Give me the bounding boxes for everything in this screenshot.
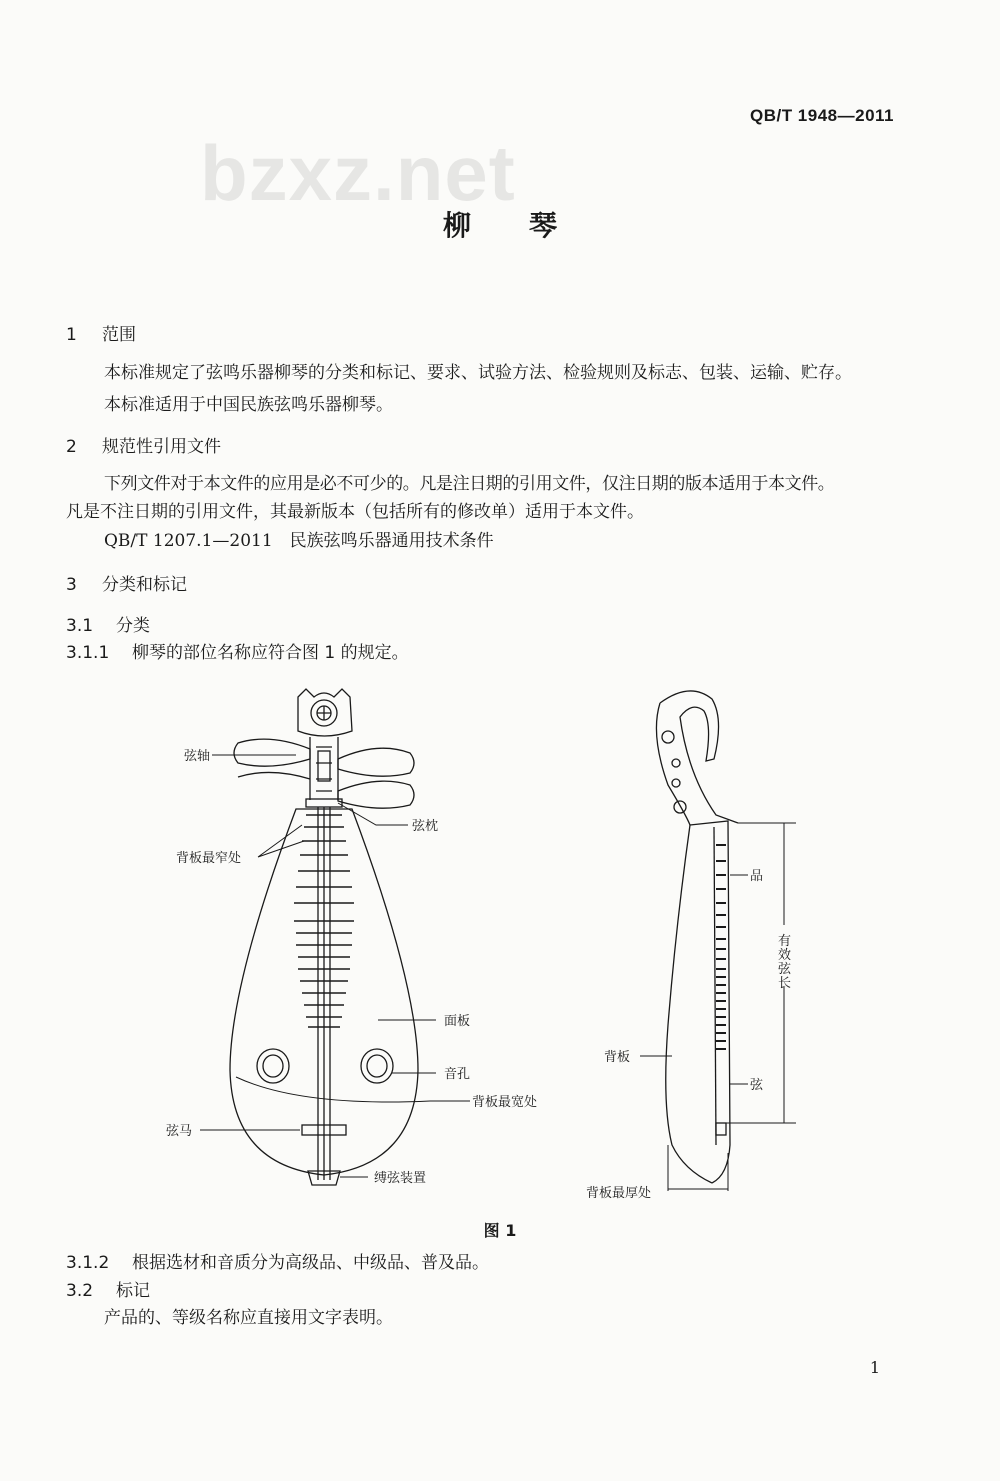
section-3-1-heading: 3.1 分类	[66, 616, 150, 636]
label-peg: 弦轴	[184, 749, 211, 764]
section-2-heading: 2 规范性引用文件	[66, 437, 221, 457]
section-3-2-text: 产品的、等级名称应直接用文字表明。	[104, 1308, 393, 1328]
label-scale-length-4: 长	[778, 976, 792, 991]
label-scale-length-3: 弦	[778, 962, 792, 977]
section-1-paragraph-2: 本标准适用于中国民族弦鸣乐器柳琴。	[104, 395, 393, 415]
label-soundhole: 音孔	[444, 1067, 471, 1082]
label-backboard: 背板	[604, 1050, 631, 1065]
section-1-paragraph-1: 本标准规定了弦鸣乐器柳琴的分类和标记、要求、试验方法、检验规则及标志、包装、运输、贮存。	[104, 363, 852, 383]
section-2-paragraph-2: 凡是不注日期的引用文件，其最新版本（包括所有的修改单）适用于本文件。	[66, 502, 644, 522]
label-nut: 弦枕	[412, 819, 439, 834]
page-title	[0, 204, 1000, 244]
label-scale-length-1: 有	[778, 934, 792, 949]
section-2-reference: QB/T 1207.1—2011 民族弦鸣乐器通用技术条件	[104, 531, 494, 551]
title-char-2: 琴	[529, 209, 558, 242]
label-string: 弦	[750, 1078, 764, 1093]
section-2-paragraph-1: 下列文件对于本文件的应用是必不可少的。凡是注日期的引用文件，仅注日期的版本适用于本文件。	[104, 474, 835, 494]
label-back-narrowest: 背板最窄处	[176, 851, 242, 866]
liuqin-side-view	[640, 691, 796, 1191]
section-3-2-heading: 3.2 标记	[66, 1281, 150, 1301]
label-back-widest: 背板最宽处	[472, 1095, 538, 1110]
page-number: 1	[869, 1358, 880, 1377]
section-3-1-1: 3.1.1 柳琴的部位名称应符合图 1 的规定。	[66, 643, 409, 663]
section-3-1-2: 3.1.2 根据选材和音质分为高级品、中级品、普及品。	[66, 1253, 489, 1273]
label-scale-length-2: 效	[778, 948, 792, 963]
label-fret: 品	[750, 869, 764, 884]
liuqin-front-view	[200, 689, 470, 1185]
label-back-thickest: 背板最厚处	[586, 1186, 652, 1201]
standard-code: QB/T 1948—2011	[749, 106, 894, 125]
section-3-heading: 3 分类和标记	[66, 575, 187, 595]
label-bridge: 弦马	[166, 1124, 193, 1139]
watermark: bzxz.net	[200, 129, 516, 217]
title-char-1: 柳	[442, 209, 471, 242]
figure-caption: 图 1	[483, 1221, 517, 1240]
figure-1	[0, 675, 1000, 1215]
section-1-heading: 1 范围	[66, 325, 136, 345]
label-tailpiece: 缚弦装置	[374, 1171, 427, 1186]
label-soundboard: 面板	[444, 1014, 471, 1029]
